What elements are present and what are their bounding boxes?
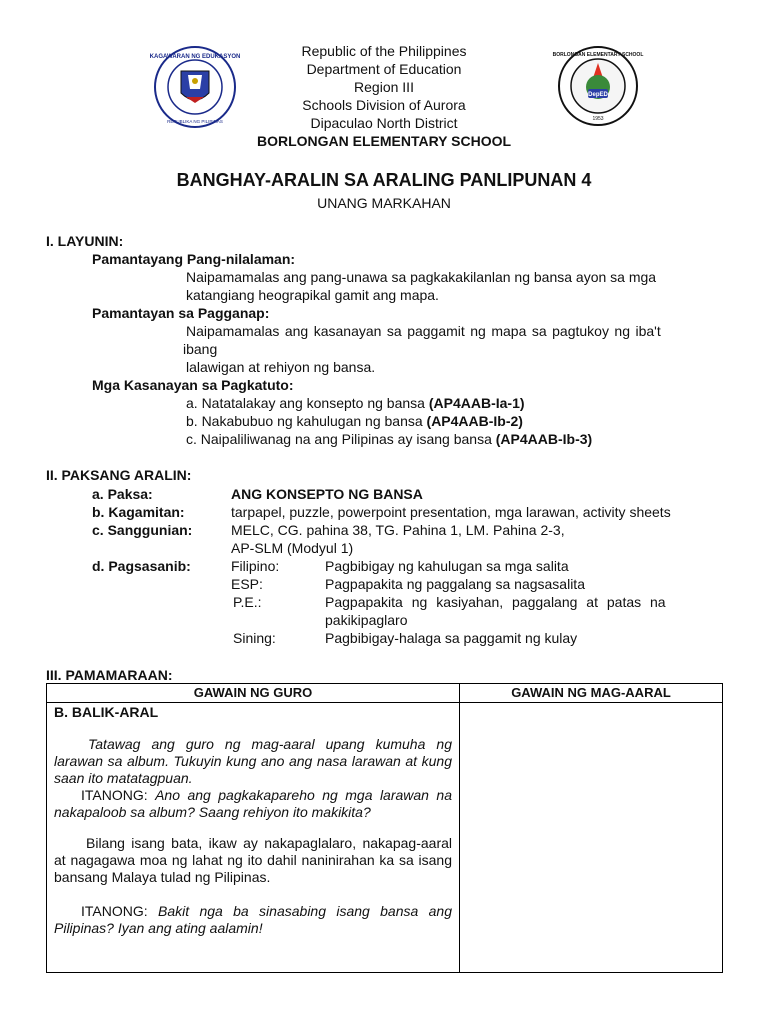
pagsasanib-label: d. Pagsasanib: [92,558,191,574]
pagsasanib-subject: P.E.: [233,594,262,610]
kasanayan-item-text: b. Nakabubuo ng kahulugan ng bansa [186,413,427,429]
kasanayan-label: Mga Kasanayan sa Pagkatuto: [92,377,294,393]
svg-text:DepED: DepED [588,92,608,98]
header-department: Department of Education [306,61,462,77]
itanong-question: Ano ang pagkakapareho ng mga larawan na nakapaloob sa album? Saang rehiyon ito makikita? [54,787,452,820]
svg-text:BORLONGAN ELEMENTARY SCHOOL: BORLONGAN ELEMENTARY SCHOOL [552,52,644,58]
kasanayan-item-code: (AP4AAB-Ib-2) [426,413,523,429]
pamamaraan-table [46,683,723,973]
itanong-question: Bakit nga ba sinasabing isang bansa ang Pilipinas? Iyan ang ating aalamin! [54,903,452,936]
kasanayan-item-text: a. Natatalakay ang konsepto ng bansa [186,395,429,411]
pagsasanib-subject: ESP: [231,576,263,592]
kagamitan-label: b. Kagamitan: [92,504,185,520]
svg-text:REPUBLIKA NG PILIPINAS: REPUBLIKA NG PILIPINAS [167,119,223,124]
header-division: Schools Division of Aurora [302,97,466,113]
kasanayan-item [186,412,523,430]
paksa-value: ANG KONSEPTO NG BANSA [231,486,423,502]
header-republic: Republic of the Philippines [301,43,467,59]
balik-aral-paragraph-4 [54,903,452,937]
table-header-divider [47,702,722,703]
kasanayan-item [186,394,525,412]
pagsasanib-desc-cont: pakikipaglaro [325,612,408,628]
header-region: Region III [354,79,414,95]
kasanayan-item-code: (AP4AAB-Ia-1) [428,395,525,411]
header-district: Dipaculao North District [310,115,458,131]
pang-nilalaman-line2: katangiang heograpikal gamit ang mapa. [186,287,439,303]
pagganap-line1: Naipamamalas ang kasanayan sa paggamit ng mapa sa pagtukoy ng iba't [186,323,661,339]
pang-nilalaman-line1: Naipamamalas ang pang-unawa sa pagkakakilanlan ng bansa ayon sa mga [186,269,657,285]
document-subtitle: UNANG MARKAHAN [317,195,451,211]
col-header-magaaral: GAWAIN NG MAG-AARAL [511,685,671,700]
kasanayan-item [186,430,592,448]
pagsasanib-subject: Sining: [233,630,276,646]
kasanayan-item-text: c. Naipaliliwanag na ang Pilipinas ay isang bansa [186,431,496,447]
school-header [200,42,568,150]
sanggunian-label: c. Sanggunian: [92,522,193,538]
table-column-divider [459,684,460,972]
balik-aral-paragraph-2 [54,787,452,821]
kasanayan-item-code: (AP4AAB-Ib-3) [495,431,593,447]
col-header-guro: GAWAIN NG GURO [193,685,313,700]
itanong-label: ITANONG: [81,903,158,919]
pagganap-line2: ibang [183,341,218,357]
sanggunian-line1: MELC, CG. pahina 38, TG. Pahina 1, LM. Pahina 2-3, [231,522,565,538]
pagsasanib-desc: Pagpapakita ng paggalang sa nagsasalita [325,576,585,592]
document-title: BANGHAY-ARALIN SA ARALING PANLIPUNAN 4 [176,170,592,190]
pagsasanib-desc: Pagbibigay-halaga sa paggamit ng kulay [325,630,578,646]
paksang-aralin-heading: II. PAKSANG ARALIN: [46,467,192,483]
kagamitan-value: tarpapel, puzzle, powerpoint presentation, mga larawan, activity sheets [231,504,671,520]
itanong-label: ITANONG: [81,787,156,803]
svg-text:KAGAWARAN NG EDUKASYON: KAGAWARAN NG EDUKASYON [150,54,240,60]
balik-aral-paragraph-3: Bilang isang bata, ikaw ay nakapaglalaro, nakapag-aaral at nagagawa moa ng lahat ng ito dahil naninirahan ka sa isang bansang Malaya tulad ng Pilipinas. [54,835,452,885]
paksa-label: a. Paksa: [92,486,153,502]
sanggunian-line2: AP-SLM (Modyul 1) [231,540,354,556]
pagsasanib-subject: Filipino: [231,558,280,574]
pagganap-label: Pamantayan sa Pagganap: [92,305,270,321]
pagsasanib-desc: Pagpapakita ng kasiyahan, paggalang at patas na [325,594,666,610]
pagsasanib-desc: Pagbibigay ng kahulugan sa mga salita [325,558,569,574]
pamamaraan-heading: III. PAMAMARAAN: [46,667,173,683]
layunin-heading: I. LAYUNIN: [46,233,124,249]
pang-nilalaman-label: Pamantayang Pang-nilalaman: [92,251,296,267]
balik-aral-heading: B. BALIK-ARAL [54,704,159,720]
header-school: BORLONGAN ELEMENTARY SCHOOL [256,133,512,149]
pagganap-line3: lalawigan at rehiyon ng bansa. [186,359,376,375]
balik-aral-paragraph-1: Tatawag ang guro ng mag-aaral upang kumuha ng larawan sa album. Tukuyin kung ano ang nasa larawan at kung saan ito matatagpuan. [54,736,452,786]
svg-text:1953: 1953 [592,116,604,122]
